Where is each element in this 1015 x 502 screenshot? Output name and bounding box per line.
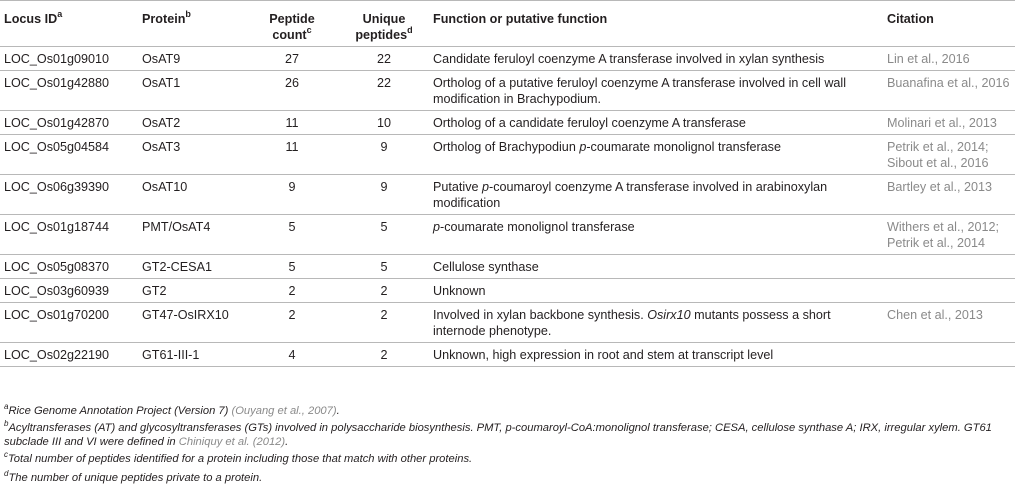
table-row: [0, 255, 1015, 279]
function-cell: Ortholog of a putative feruloyl coenzyme A transferase involved in cell wall modification in Brachypodium.: [433, 76, 847, 106]
function-cell: Cellulose synthase: [433, 260, 539, 274]
table-row: [0, 135, 1015, 175]
header-function: Function or putative function: [433, 12, 608, 26]
protein-cell: GT61-III-1: [142, 348, 200, 362]
count-cell: 5: [288, 220, 296, 234]
citation-cell: [883, 343, 1015, 367]
table-row: [0, 303, 1015, 343]
protein-cell: GT2: [142, 284, 167, 298]
locus-cell: LOC_Os01g42870: [4, 116, 110, 130]
unique-cell: 10: [376, 116, 391, 130]
locus-cell: LOC_Os02g22190: [4, 348, 110, 362]
header-citation: Citation: [887, 12, 934, 26]
locus-cell: LOC_Os01g18744: [4, 220, 110, 234]
citation-link[interactable]: Chen et al., 2013: [887, 308, 983, 322]
protein-cell: PMT/OsAT4: [142, 220, 211, 234]
locus-cell: LOC_Os05g04584: [4, 140, 110, 154]
count-cell: 2: [288, 308, 296, 322]
function-cell: Unknown: [433, 284, 486, 298]
count-cell: 9: [288, 180, 296, 194]
function-cell: Ortholog of Brachypodiun p-coumarate monolignol transferase: [433, 140, 781, 154]
footnote-b-ref[interactable]: Chiniquy et al. (2012): [178, 436, 286, 448]
count-cell: 4: [288, 348, 296, 362]
function-cell: Involved in xylan backbone synthesis. Osirx10 mutants possess a short internode phenotype.: [433, 308, 831, 338]
table-row: [0, 71, 1015, 111]
function-cell: Ortholog of a candidate feruloyl coenzyme A transferase: [433, 116, 746, 130]
unique-cell: 9: [380, 140, 388, 154]
header-protein: Protein$^b$: [142, 9, 191, 26]
protein-cell: OsAT1: [142, 76, 181, 90]
unique-cell: 5: [380, 260, 388, 274]
unique-cell: 22: [376, 76, 391, 90]
locus-cell: LOC_Os01g09010: [4, 52, 110, 66]
table-row: [0, 279, 1015, 303]
citation-link[interactable]: Lin et al., 2016: [887, 52, 970, 66]
table-row: [0, 47, 1015, 71]
footnote-a: $^a$Rice Genome Annotation Project (Version 7) (Ouyang et al., 2007).: [4, 402, 340, 417]
table-row: [0, 215, 1015, 255]
header-locus: Locus $ID^a$: [4, 9, 63, 26]
footnote-c: $^c$Total number of peptides identified for a protein including those that match with other proteins.: [4, 450, 473, 465]
footnote-a-ref[interactable]: (Ouyang et al., 2007): [231, 405, 337, 417]
count-cell: 26: [284, 76, 299, 90]
function-cell: Putative p-coumaroyl coenzyme A transferase involved in arabinoxylan modification: [433, 180, 828, 210]
protein-cell: OsAT10: [142, 180, 188, 194]
citation-link[interactable]: Petrik et al., 2014; Sibout et al., 2016: [887, 140, 989, 170]
citation-link[interactable]: Withers et al., 2012; Petrik et al., 2014: [887, 220, 999, 250]
function-cell: Candidate feruloyl coenzyme A transferase involved in xylan synthesis: [433, 52, 825, 66]
footnote-d: $^d$The number of unique peptides private to a protein.: [4, 469, 263, 484]
count-cell: 2: [288, 284, 296, 298]
unique-cell: 9: [380, 180, 388, 194]
protein-cell: GT2-CESA1: [142, 260, 212, 274]
table-row: [0, 111, 1015, 135]
citation-link[interactable]: Bartley et al., 2013: [887, 180, 993, 194]
unique-cell: 5: [380, 220, 388, 234]
header-unique-peptides: Unique peptides$^d$: [355, 12, 413, 42]
protein-cell: OsAT9: [142, 52, 181, 66]
locus-cell: LOC_Os01g42880: [4, 76, 110, 90]
table-row: [0, 343, 1015, 367]
header-peptide-count: Peptide count$^c$: [269, 12, 315, 42]
function-cell: p-coumarate monolignol transferase: [433, 220, 635, 234]
unique-cell: 2: [380, 284, 388, 298]
locus-cell: LOC_Os01g70200: [4, 308, 110, 322]
locus-cell: LOC_Os03g60939: [4, 284, 110, 298]
count-cell: 11: [285, 116, 299, 130]
protein-cell: OsAT3: [142, 140, 181, 154]
citation-link[interactable]: Molinari et al., 2013: [887, 116, 997, 130]
count-cell: 11: [285, 140, 299, 154]
footnote-b: $^b$Acyltransferases (AT) and glycosyltransferases (GTs) involved in polysaccharide biosynthesis. PMT, p-coumaroyl-CoA:monolignol transferase; CESA, cellulose synthase A; IRX, irregular xylem. GT61 subclade III and VI were defined in Chiniquy et al. (2012).: [4, 419, 992, 448]
count-cell: 5: [288, 260, 296, 274]
unique-cell: 2: [380, 308, 388, 322]
count-cell: 27: [284, 52, 299, 66]
citation-cell: [883, 279, 1015, 303]
protein-cell: OsAT2: [142, 116, 181, 130]
header-row: [0, 1, 1015, 47]
function-cell: Unknown, high expression in root and stem at transcript level: [433, 348, 774, 362]
citation-cell: [883, 255, 1015, 279]
citation-link[interactable]: Buanafina et al., 2016: [887, 76, 1010, 90]
unique-cell: 2: [380, 348, 388, 362]
protein-cell: GT47-OsIRX10: [142, 308, 229, 322]
locus-cell: LOC_Os06g39390: [4, 180, 110, 194]
table-row: [0, 175, 1015, 215]
locus-cell: LOC_Os05g08370: [4, 260, 110, 274]
unique-cell: 22: [376, 52, 391, 66]
